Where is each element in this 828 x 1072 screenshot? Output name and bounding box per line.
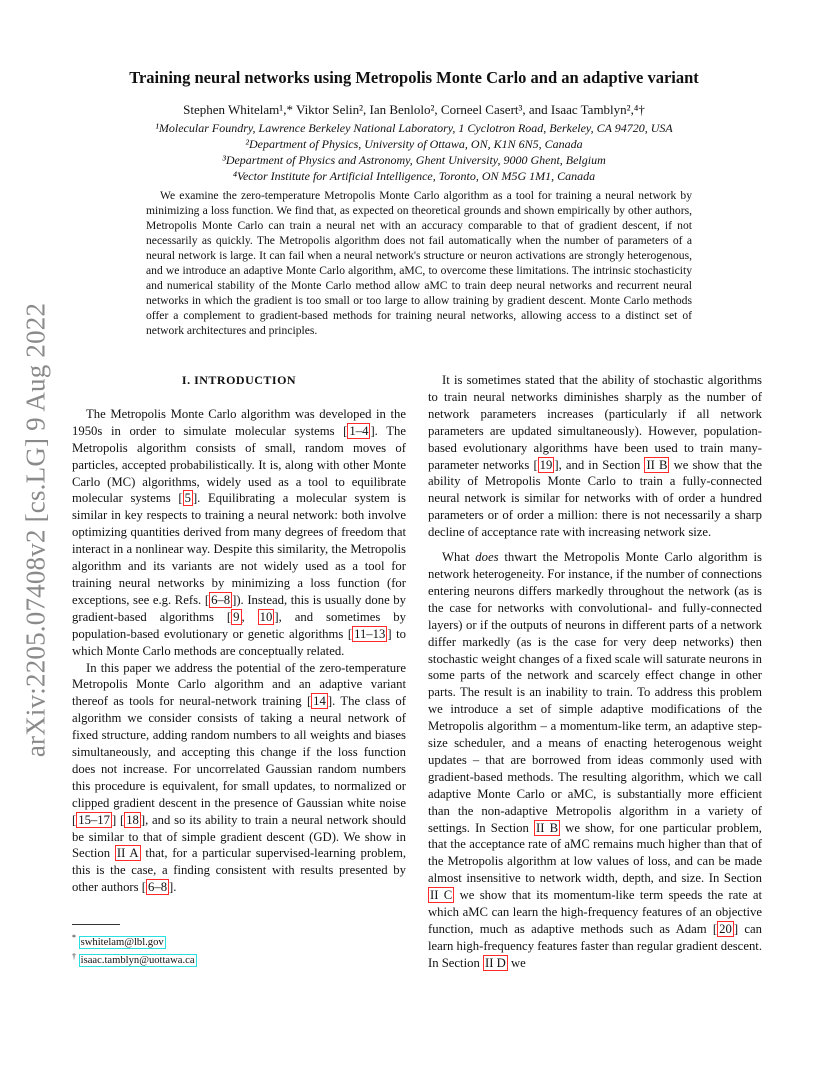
affiliations	[0, 120, 828, 184]
email-link[interactable]: isaac.tamblyn@uottawa.ca	[80, 955, 195, 967]
footnote-2: † isaac.tamblyn@uottawa.ca	[72, 951, 195, 967]
author-list: Stephen Whitelam¹,* Viktor Selin², Ian Benlolo², Corneel Casert³, and Isaac Tamblyn²,⁴†	[183, 102, 645, 117]
section-reference-link[interactable]: II C	[430, 888, 453, 903]
section-reference-link[interactable]: II B	[646, 457, 668, 472]
footnote-1: * swhitelam@lbl.gov	[72, 933, 164, 948]
citation-link[interactable]: 19	[539, 457, 553, 472]
intro-paragraph-1: The Metropolis Monte Carlo algorithm was developed in the 1950s in order to simulate molecular systems [ 1–4 ]. The Metropolis algorithm consists of small, random moves of particles, accepted probabilistically. It is, along with other Monte Carlo (MC) algorithms, widely used as a tool to equilibrate molecular systems [ 5 ]. Equilibrating a molecular system is similar in key respects to training a neural network: both involve optimizing quantities derived from many degrees of freedom that interact in a nonlinear way. Despite this similarity, the Metropolis algorithm and its variants are not widely used as a tool for training neural networks by minimizing a loss function (for exceptions, see e.g. Refs. [ 6–8 ]). Instead, this is usually done by gradient-based algorithms [ 9 , 10 ], and sometimes by population-based evolutionary or genetic algorithms [ 11–13 ] to which Monte Carlo methods are conceptually related.	[72, 406, 406, 658]
affiliation-2: ²Department of Physics, University of Ottawa, ON, K1N 6N5, Canada	[245, 137, 583, 151]
citation-link[interactable]: 6–8	[211, 592, 231, 607]
arxiv-identifier-text: arXiv:2205.07408v2 [cs.LG] 9 Aug 2022	[20, 302, 51, 758]
citation-link[interactable]: 11–13	[354, 626, 386, 641]
citation-link[interactable]: 20	[719, 922, 732, 936]
paper-title: Training neural networks using Metropolis Monte Carlo and an adaptive variant	[129, 68, 699, 87]
intro-paragraph-2: In this paper we address the potential of the zero-temperature Metropolis Monte Carlo algorithm and an adaptive variant thereof as tools for neural-network training [ 14 ]. The class of algorithm we consider consists of taking a neural network of fixed structure, adding random numbers to all weights and biases simultaneously, and accepting this change if the loss function does not increase. For uncorrelated Gaussian random numbers this procedure is equivalent, for small updates, to normalized or clipped gradient descent in the presence of Gaussian white noise [ 15–17 ] [ 18 ], and so its ability to train a neural network should be similar to that of simple gradient descent (GD). We show in Section II A that, for a particular supervised-learning problem, this is the case, a finding consistent with results presented by other authors [ 6–8 ].	[72, 660, 406, 895]
citation-link[interactable]: 9	[233, 609, 240, 624]
citation-link[interactable]: 5	[184, 491, 191, 506]
right-column	[428, 372, 762, 972]
citation-link[interactable]: 15–17	[78, 812, 110, 827]
arxiv-identifier-stamp	[8, 290, 64, 770]
section-reference-link[interactable]: II B	[535, 820, 559, 835]
affiliation-1: ¹Molecular Foundry, Lawrence Berkeley National Laboratory, 1 Cyclotron Road, Berkeley, CA 94720, USA	[155, 121, 673, 135]
affiliation-4: ⁴Vector Institute for Artificial Intelligence, Toronto, ON M5G 1M1, Canada	[232, 169, 596, 183]
section-reference-link[interactable]: II A	[116, 846, 139, 861]
footnote-rule	[72, 924, 120, 925]
citation-link[interactable]: 6–8	[148, 880, 168, 895]
section-reference-link[interactable]: II D	[484, 955, 506, 970]
citation-link[interactable]: 14	[313, 694, 326, 709]
abstract: We examine the zero-temperature Metropolis Monte Carlo algorithm as a tool for training a neural network by minimizing a loss function. We find that, as expected on theoretical grounds and shown empirically by other authors, Metropolis Monte Carlo can train a neural net with an accuracy comparable to that of gradient descent, if not necessarily as quickly. The Metropolis algorithm does not fail automatically when the number of parameters of a neural network is large. It can fail when a neural network's structure or neuron activations are strongly heterogenous, and we introduce an adaptive Monte Carlo algorithm, aMC, to overcome these limitations. The intrinsic stochasticity and numerical stability of the Monte Carlo method allow aMC to train deep neural networks and recurrent neural networks in which the gradient is too small or too large to allow training by gradient descent. Monte Carlo methods offer a complement to gradient-based methods for training neural networks, allowing access to a distinct set of network architectures and principles.	[146, 189, 692, 337]
email-link[interactable]: swhitelam@lbl.gov	[80, 936, 164, 948]
citation-link[interactable]: 10	[259, 609, 273, 624]
citation-link[interactable]: 18	[126, 812, 139, 827]
left-column	[72, 372, 406, 968]
section-heading-introduction: I. INTRODUCTION	[181, 373, 297, 387]
affiliation-3: ³Department of Physics and Astronomy, Ghent University, 9000 Ghent, Belgium	[222, 153, 606, 167]
intro-paragraph-4: What does thwart the Metropolis Monte Carlo algorithm is network heterogeneity. For instance, if the number of connections entering neurons differs markedly throughout the network (as is the case for networks with convolutional- and fully-connected layers) or if the outputs of neurons in different parts of a network differ markedly (as is the case for very deep networks) then stochastic weight changes of a fixed scale will saturate neurons in some parts of the network and scarcely effect change in other parts. The result is an inability to train. To address this problem we introduce a set of simple adaptive modifications of the Metropolis algorithm – a momentum-like term, an adaptive step-size scheduler, and a means of enacting heterogenous weight updates – that are borrowed from ideas commonly used with gradient-based methods. The resulting algorithm, which we call adaptive Monte Carlo or aMC, is substantially more efficient than the non-adaptive Metropolis algorithm in a variety of settings. In Section II B we show, for one particular problem, that the acceptance rate of aMC remains much higher than that of the Metropolis algorithm at low values of loss, and can be made almost insensitive to network width, depth, and size. In Section II C we show that its momentum-like term speeds the rate at which aMC can learn the high-frequency features of an objective function, much as adaptive methods such as Adam [ 20 ] can learn high-frequency features faster than regular gradient descent. In Section II D we	[428, 550, 762, 970]
citation-link[interactable]: 1–4	[349, 423, 369, 438]
intro-paragraph-3: It is sometimes stated that the ability of stochastic algorithms to train neural networks diminishes sharply as the number of network parameters increases (particularly if all network parameters are updated simultaneously). However, population-based evolutionary algorithms have been used to train many-parameter networks [ 19 ], and in Section II B we show that the ability of Metropolis Monte Carlo to train a fully-connected neural network is similar for networks with of order a hundred parameters or of order a million: there is not necessarily a sharp decline of acceptance rate with increasing network size.	[428, 373, 763, 540]
